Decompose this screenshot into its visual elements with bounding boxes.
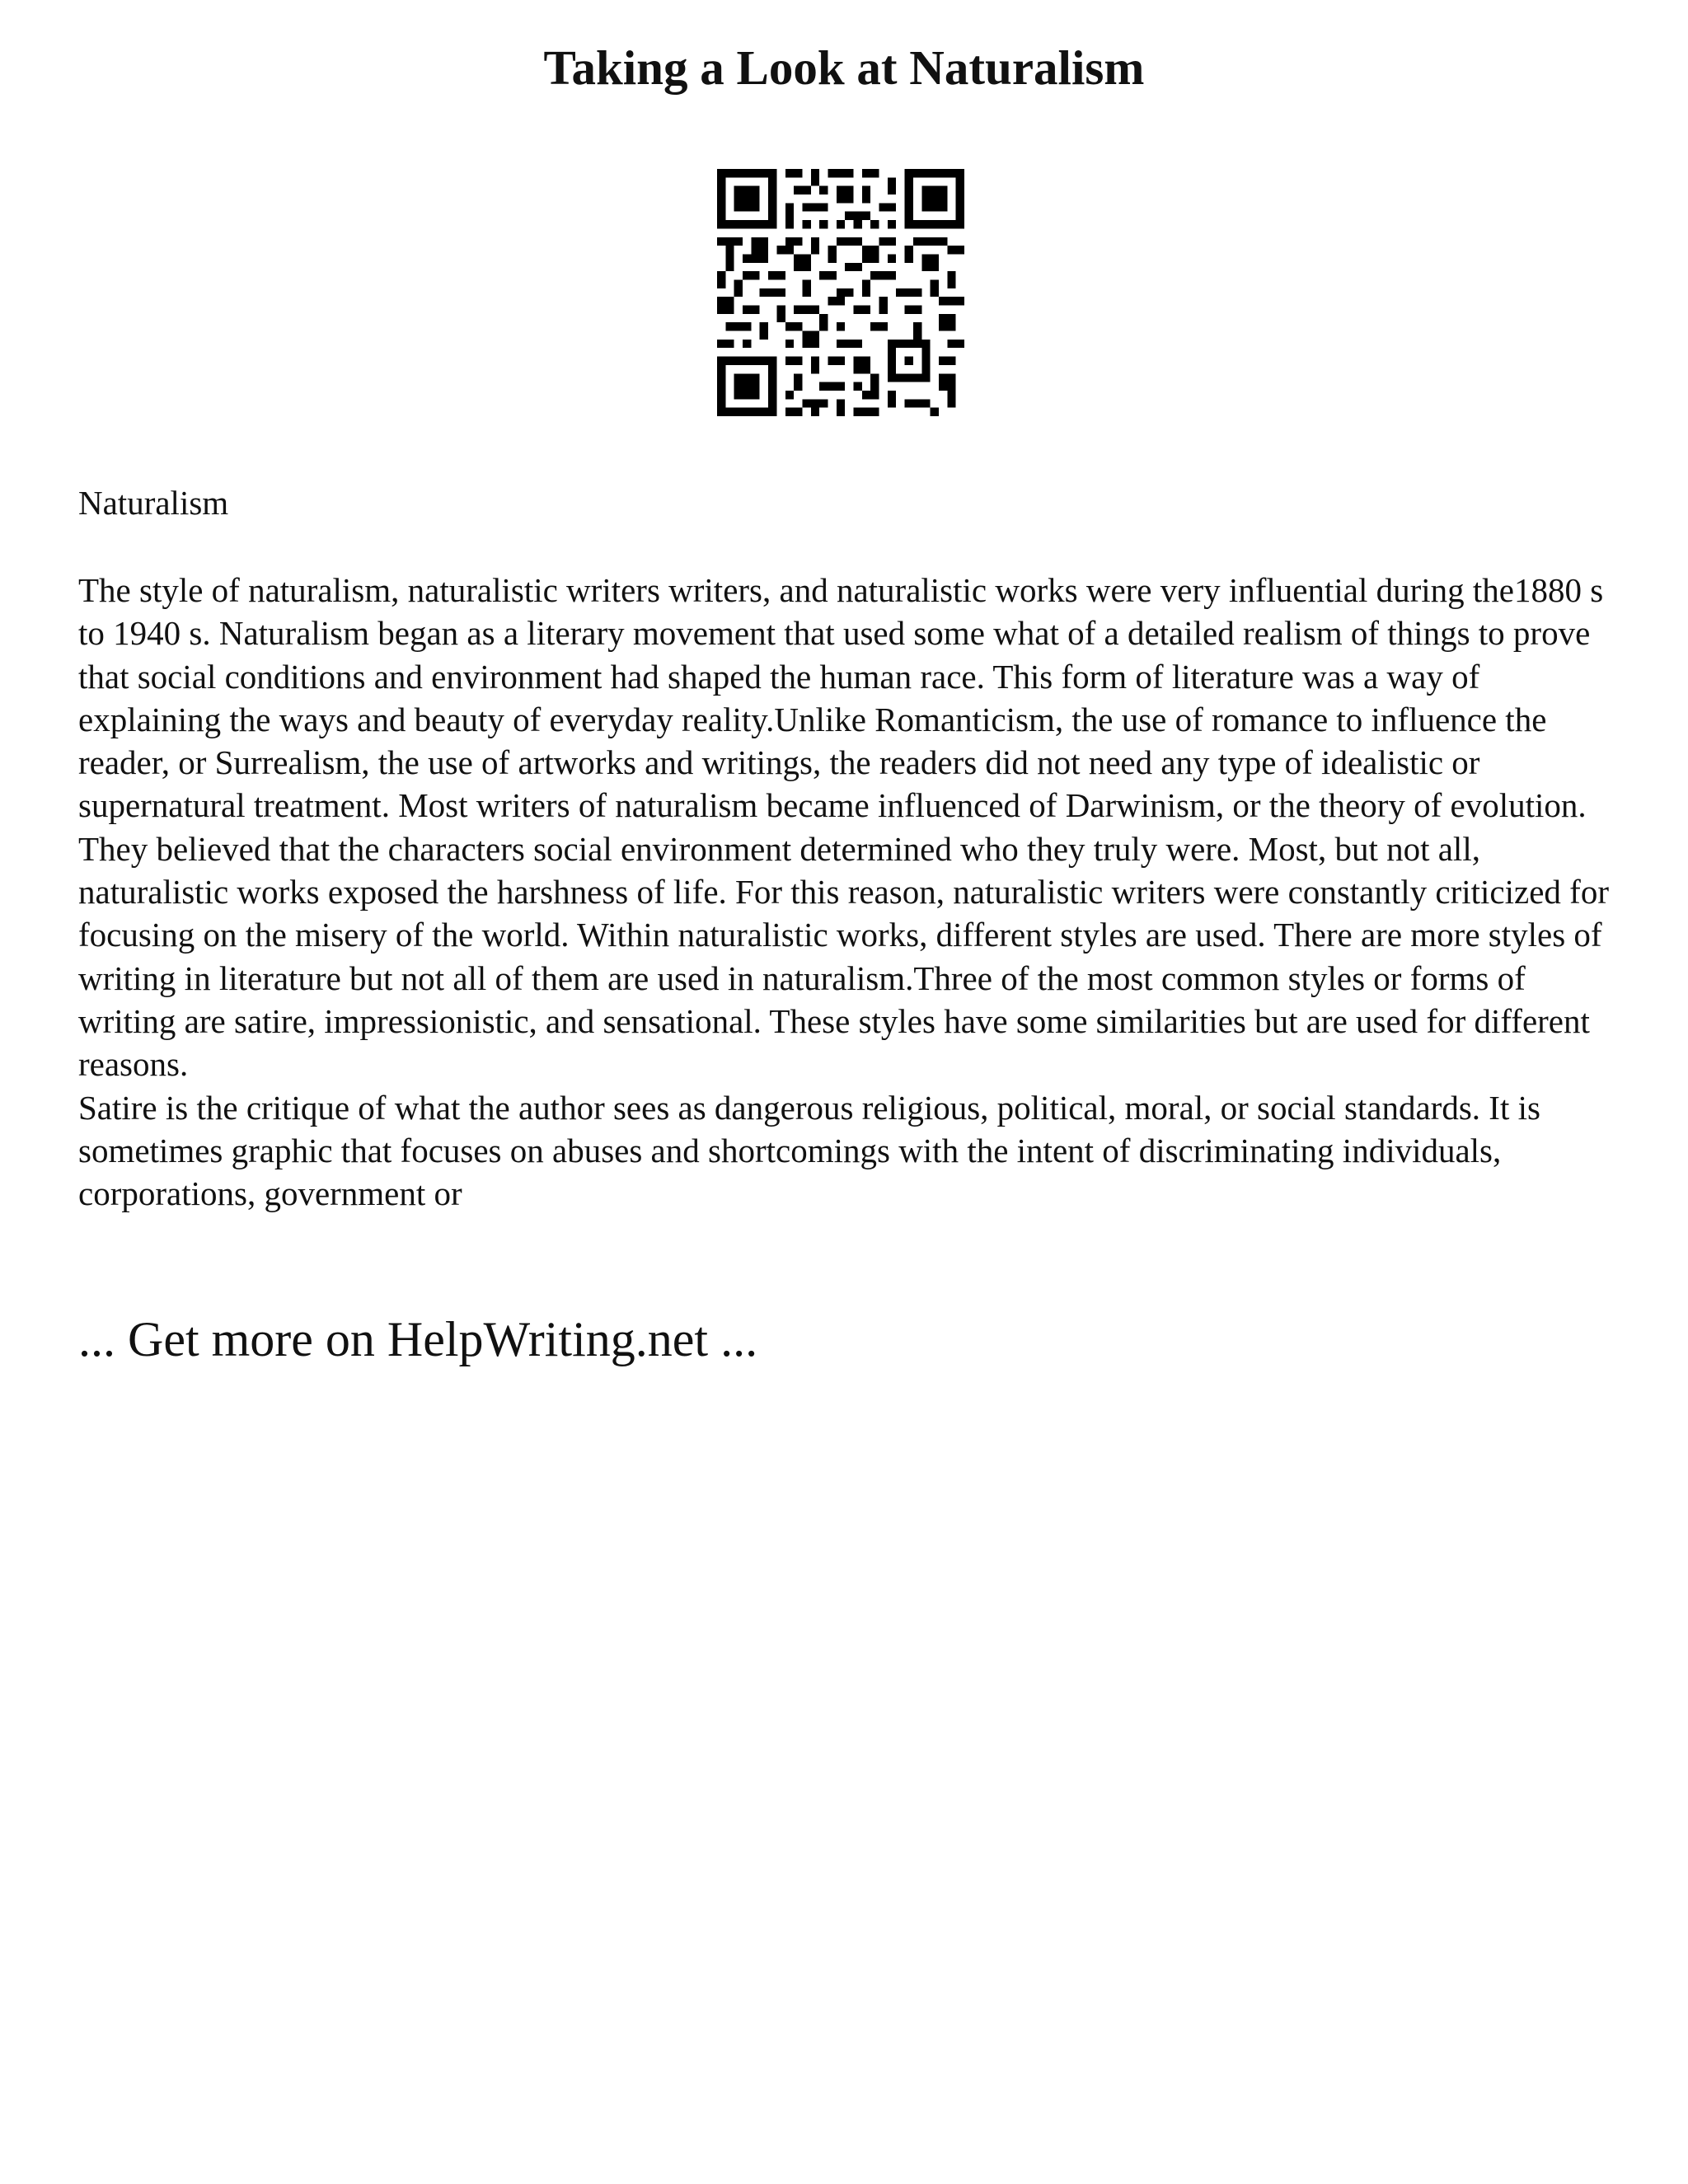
body-text [78, 569, 1628, 1215]
paragraph: The style of naturalism, naturalistic writers writers, and naturalistic works were very influential during the1880 s to 1940 s. Naturalism began as a literary movement that used some what of a detailed realism of things to prove that social conditions and environment had shaped the human race. This form of literature was a way of explaining the ways and beauty of everyday reality.Unlike Romanticism, the use of romance to influence the reader, or Surrealism, the use of artworks and writings, the readers did not need any type of idealistic or supernatural treatment. Most writers of naturalism became influenced of Darwinism, or the theory of evolution. They believed that the characters social environment determined who they truly were. Most, but not all, naturalistic works exposed the harshness of life. For this reason, naturalistic writers were constantly criticized for focusing on the misery of the world. Within naturalistic works, different styles are used. There are more styles of writing in literature but not all of them are used in naturalism.Three of the most common styles or forms of writing are satire, impressionistic, and sensational. These styles have some similarities but are used for different reasons. [78, 571, 1609, 1084]
section-heading: Naturalism [78, 484, 229, 522]
qr-code-icon [717, 169, 964, 416]
get-more-link[interactable]: ... Get more on HelpWriting.net ... [78, 1312, 758, 1366]
page-title: Taking a Look at Naturalism [543, 40, 1145, 95]
paragraph: Satire is the critique of what the author sees as dangerous religious, political, moral, or social standards. It is sometimes graphic that focuses on abuses and shortcomings with the intent of discriminating individuals, corporations, government or [78, 1088, 1540, 1213]
qr-code-graphic [717, 169, 964, 416]
